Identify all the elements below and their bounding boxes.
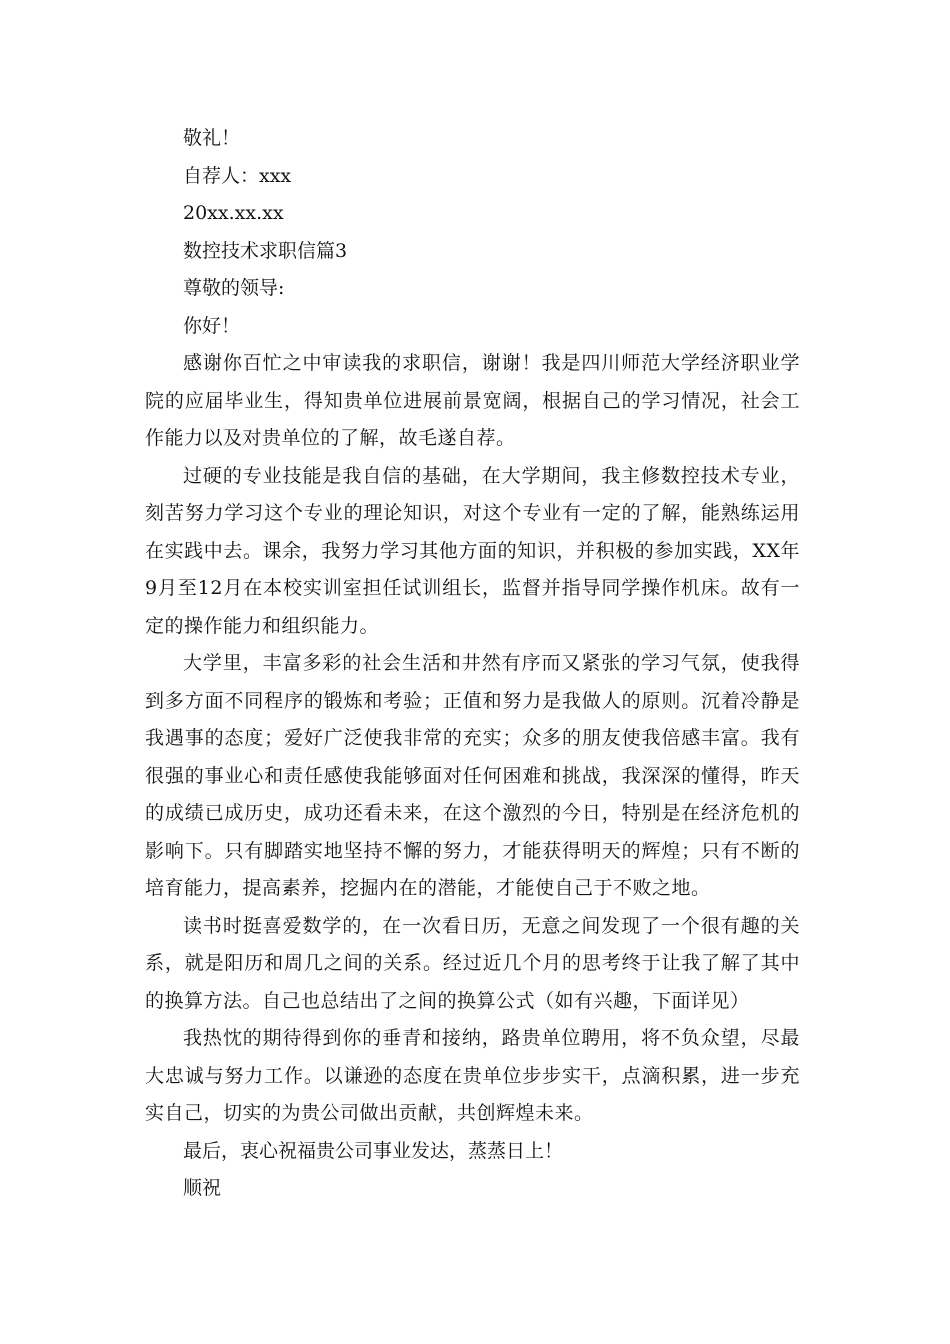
letter-body xyxy=(145,120,800,1208)
section-title: 数控技术求职信篇3 xyxy=(183,239,348,262)
signature-line: 自荐人：xxx xyxy=(183,164,292,187)
paragraph-skills: 过硬的专业技能是我自信的基础，在大学期间，我主修数控技术专业，刻苦努力学习这个专业的理论知识，对这个专业有一定的了解，能熟练运用在实践中去。课余，我努力学习其他方面的知识，并积极的参加实践，XX年9月至12月在本校实训室担任试训组长，监督并指导同学操作机床。故有一定的操作能力和组织能力。 xyxy=(145,464,800,637)
paragraph-math: 读书时挺喜爱数学的，在一次看日历，无意之间发现了一个很有趣的关系，就是阳历和周几之间的关系。经过近几个月的思考终于让我了解了其中的换算方法。自己也总结出了之间的换算公式（如有兴趣，下面详见） xyxy=(145,914,800,1012)
paragraph-university: 大学里，丰富多彩的社会生活和井然有序而又紧张的学习气氛，使我得到多方面不同程序的锻炼和考验；正值和努力是我做人的原则。沉着冷静是我遇事的态度；爱好广泛使我非常的充实；众多的朋友使我倍感丰富。我有很强的事业心和责任感使我能够面对任何困难和挑战，我深深的懂得，昨天的成绩已成历史，成功还看未来，在这个激烈的今日，特别是在经济危机的影响下。只有脚踏实地坚持不懈的努力，才能获得明天的辉煌；只有不断的培育能力，提高素养，挖掘内在的潜能，才能使自己于不败之地。 xyxy=(145,652,800,899)
date-line: 20xx.xx.xx xyxy=(183,202,284,224)
closing-wish: 顺祝 xyxy=(183,1177,222,1199)
greeting: 你好！ xyxy=(183,314,241,337)
paragraph-expectation: 我热忱的期待得到你的垂青和接纳，路贵单位聘用，将不负众望，尽最大忠诚与努力工作。以谦逊的态度在贵单位步步实干，点滴积累，进一步充实自己，切实的为贵公司做出贡献，共创辉煌未来。 xyxy=(145,1027,800,1124)
blessing-line: 最后，衷心祝福贵公司事业发达，蒸蒸日上！ xyxy=(183,1139,564,1162)
salutation: 尊敬的领导: xyxy=(183,277,285,299)
paragraph-intro: 感谢你百忙之中审读我的求职信，谢谢！我是四川师范大学经济职业学院的应届毕业生，得知贵单位进展前景宽阔，根据自己的学习情况，社会工作能力以及对贵单位的了解，故毛遂自荐。 xyxy=(145,352,800,449)
closing-salute: 敬礼！ xyxy=(183,127,241,149)
